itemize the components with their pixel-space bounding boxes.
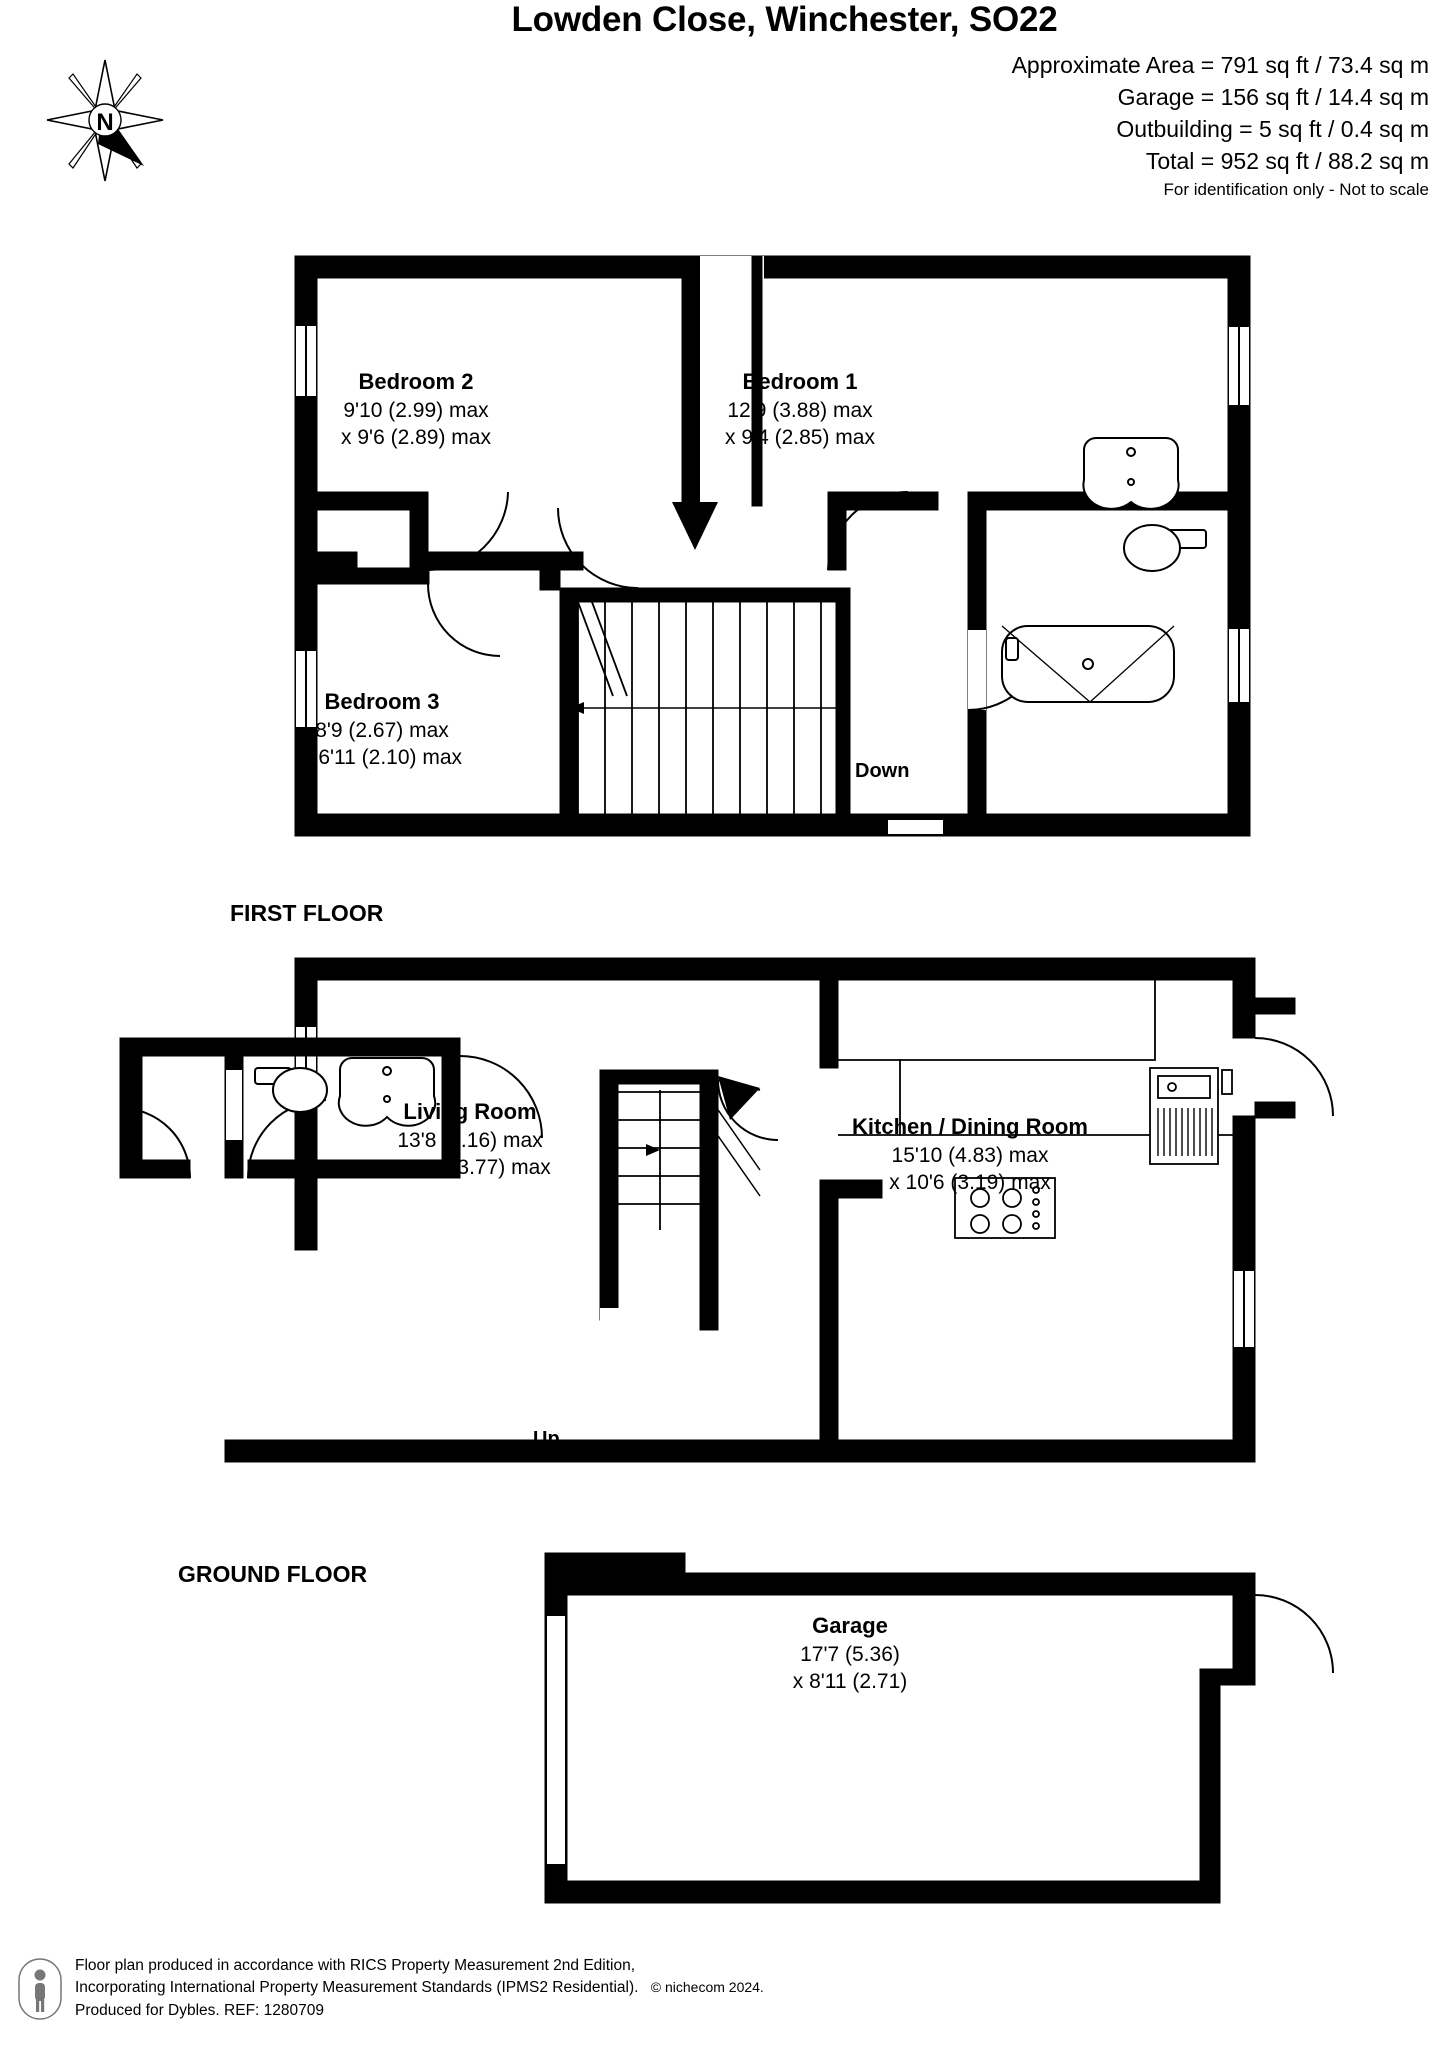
summary-line-outbuilding: Outbuilding = 5 sq ft / 0.4 sq m — [1116, 116, 1429, 142]
page-title-text: Lowden Close, Winchester, SO22 — [511, 0, 1058, 39]
room-name: Bedroom 3 — [324, 689, 440, 714]
room-dimension-1: 9'10 (2.99) max — [343, 398, 489, 422]
stairs-down-label: Down — [855, 760, 910, 782]
room-dimension-2: x 10'6 (3.19) max — [889, 1170, 1051, 1194]
room-dimension-1: 13'8 (4.16) max — [397, 1128, 543, 1152]
room-name: Garage — [812, 1613, 888, 1638]
room-dimension-2: x 8'11 (2.71) — [792, 1669, 908, 1693]
ground-floor-label: GROUND FLOOR — [178, 1561, 368, 1587]
room-label-garage — [700, 1612, 1000, 1695]
accessibility-person-icon — [18, 1958, 62, 2020]
summary-line-area: Approximate Area = 791 sq ft / 73.4 sq m — [1011, 52, 1429, 78]
room-name: Bedroom 2 — [358, 369, 474, 394]
footer-copyright: © nichecom 2024. — [650, 1979, 764, 1996]
room-label-bedroom-2 — [256, 368, 576, 451]
room-name: Bedroom 1 — [742, 369, 858, 394]
footer-line-3: Produced for Dybles. REF: 1280709 — [75, 2001, 324, 2019]
summary-disclaimer: For identification only - Not to scale — [1163, 180, 1429, 199]
first-floor-label: FIRST FLOOR — [230, 900, 384, 926]
room-dimension-2: x 9'4 (2.85) max — [725, 425, 875, 449]
room-name: Kitchen / Dining Room — [852, 1114, 1088, 1139]
room-name: Living Room — [403, 1099, 537, 1124]
summary-line-total: Total = 952 sq ft / 88.2 sq m — [1145, 148, 1429, 174]
footer-line-1: Floor plan produced in accordance with RICS Property Measurement 2nd Edition, — [75, 1957, 636, 1974]
footer-line-2a: Incorporating International Property Measurement Standards (IPMS2 Residential). — [75, 1979, 639, 1997]
room-dimension-1: 15'10 (4.83) max — [891, 1143, 1049, 1167]
room-label-kitchen-dining — [780, 1113, 1160, 1196]
room-label-bedroom-1 — [640, 368, 960, 451]
compass-rose-icon — [45, 58, 165, 183]
room-label-living-room — [300, 1098, 640, 1181]
room-dimension-1: 8'9 (2.67) max — [315, 718, 449, 742]
summary-line-garage: Garage = 156 sq ft / 14.4 sq m — [1117, 84, 1429, 110]
room-dimension-2: x 6'11 (2.10) max — [301, 745, 463, 769]
room-dimension-1: 17'7 (5.36) — [800, 1642, 900, 1666]
page-title — [0, 0, 1449, 40]
ground-floor-plan — [0, 940, 1400, 1580]
first-floor-plan — [0, 230, 1300, 910]
room-dimension-2: x 12'4 (3.77) max — [389, 1155, 551, 1179]
footer-credits — [75, 1955, 764, 2022]
garage-plan — [0, 1545, 1400, 1965]
stairs-up-label: Up — [533, 1428, 560, 1450]
room-dimension-2: x 9'6 (2.89) max — [341, 425, 491, 449]
room-label-bedroom-3 — [222, 688, 542, 771]
svg-text:N: N — [96, 109, 114, 136]
room-dimension-1: 12'9 (3.88) max — [727, 398, 873, 422]
